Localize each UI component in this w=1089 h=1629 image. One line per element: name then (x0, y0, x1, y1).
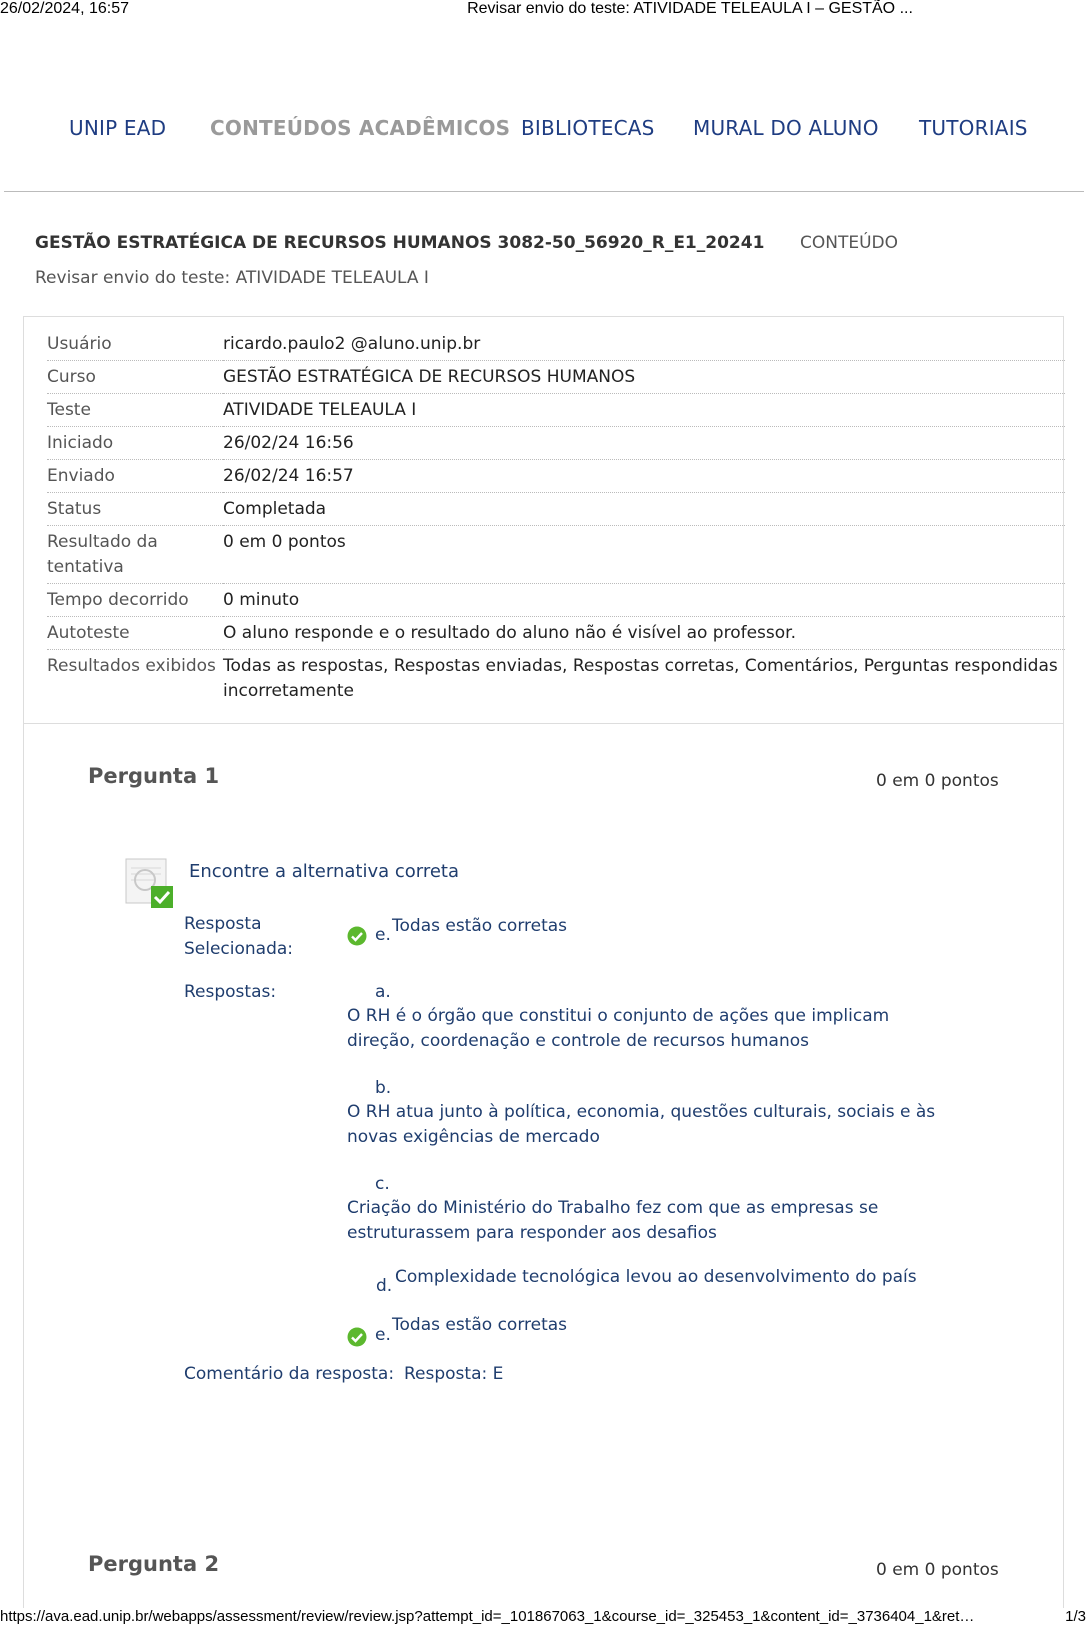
print-url: https://ava.ead.unip.br/webapps/assessment/review/review.jsp?attempt_id=_101867063_1&course_id=_325453_1&content_id=_3736404_1&ret… (0, 1608, 975, 1625)
conteudo-link[interactable]: CONTEÚDO (800, 233, 899, 253)
details-label: Enviado (47, 460, 223, 493)
page-subtitle: Revisar envio do teste: ATIVIDADE TELEAULA I (35, 268, 429, 288)
selected-answer-label: Resposta Selecionada: (184, 914, 294, 959)
details-label: Autoteste (47, 617, 223, 650)
selected-answer-letter: e. (375, 925, 391, 945)
question-1-points: 0 em 0 pontos (876, 771, 999, 791)
details-value: O aluno responde e o resultado do aluno não é visível ao professor. (223, 617, 1065, 650)
answer-e-letter: e. (375, 1325, 391, 1345)
answers-label: Respostas: (184, 982, 277, 1002)
attempt-details-table (47, 328, 1065, 707)
details-row (47, 526, 1065, 584)
details-row (47, 493, 1065, 526)
course-title: GESTÃO ESTRATÉGICA DE RECURSOS HUMANOS 3082-50_56920_R_E1_20241 (35, 233, 765, 253)
answer-comment-value: Resposta: E (404, 1364, 504, 1384)
details-label: Iniciado (47, 427, 223, 460)
details-value: ricardo.paulo2 @aluno.unip.br (223, 328, 1065, 361)
nav-mural-do-aluno[interactable]: MURAL DO ALUNO (693, 116, 879, 140)
answer-c-text: Criação do Ministério do Trabalho fez com que as empresas se estruturassem para responder aos desafios (347, 1198, 879, 1243)
nav-conteudos-academicos[interactable]: CONTEÚDOS ACADÊMICOS (210, 116, 511, 140)
details-row (47, 427, 1065, 460)
details-label: Curso (47, 361, 223, 394)
answer-d-text: Complexidade tecnológica levou ao desenvolvimento do país (395, 1267, 917, 1287)
top-navigation (0, 116, 1089, 146)
details-value: Todas as respostas, Respostas enviadas, Respostas corretas, Comentários, Perguntas respondidas incorretamente (223, 656, 1058, 701)
question-2-title: Pergunta 2 (88, 1552, 220, 1576)
correct-check-icon (347, 1327, 367, 1347)
details-label: Usuário (47, 328, 223, 361)
question-1-text: Encontre a alternativa correta (189, 861, 460, 882)
print-page-title: Revisar envio do teste: ATIVIDADE TELEAULA I – GESTÃO ... (467, 0, 913, 17)
details-label: Status (47, 493, 223, 526)
details-label: Teste (47, 394, 223, 427)
details-value: 26/02/24 16:56 (223, 427, 1065, 460)
answer-c-letter: c. (375, 1174, 390, 1194)
details-value: Completada (223, 493, 1065, 526)
details-label: Resultados exibidos (47, 656, 216, 676)
answer-a-letter: a. (375, 982, 391, 1002)
answer-b-letter: b. (375, 1078, 392, 1098)
answer-b-text: O RH atua junto à política, economia, questões culturais, sociais e às novas exigências de mercado (347, 1102, 936, 1147)
question-2-points: 0 em 0 pontos (876, 1560, 999, 1580)
print-page-number: 1/3 (1065, 1608, 1086, 1625)
selected-answer-text: Todas estão corretas (392, 916, 568, 936)
answer-d-letter: d. (376, 1276, 393, 1296)
attempt-details-panel (23, 316, 1064, 724)
details-row (47, 394, 1065, 427)
question-check-icon (125, 858, 175, 908)
print-footer (0, 1608, 1089, 1629)
details-value: ATIVIDADE TELEAULA I (223, 394, 1065, 427)
details-row (47, 460, 1065, 493)
details-value: 26/02/24 16:57 (223, 460, 1065, 493)
details-label: Tempo decorrido (47, 584, 223, 617)
details-value: 0 em 0 pontos (223, 526, 1065, 584)
details-row (47, 617, 1065, 650)
nav-tutoriais[interactable]: TUTORIAIS (919, 116, 1028, 140)
answer-a-text: O RH é o órgão que constitui o conjunto de ações que implicam direção, coordenação e controle de recursos humanos (347, 1006, 890, 1051)
details-row (47, 584, 1065, 617)
print-header (0, 0, 1089, 24)
answer-e-text: Todas estão corretas (392, 1315, 568, 1335)
question-1-title: Pergunta 1 (88, 764, 220, 788)
details-label: Resultado da tentativa (47, 526, 223, 584)
details-row (47, 361, 1065, 394)
details-value: 0 minuto (223, 584, 1065, 617)
details-value: GESTÃO ESTRATÉGICA DE RECURSOS HUMANOS (223, 361, 1065, 394)
answer-comment-label: Comentário da resposta: (184, 1364, 395, 1384)
questions-panel (23, 724, 1064, 1608)
nav-bibliotecas[interactable]: BIBLIOTECAS (521, 116, 655, 140)
details-row (47, 328, 1065, 361)
nav-divider (4, 191, 1084, 192)
details-row (47, 650, 1065, 708)
correct-check-icon (347, 926, 367, 946)
print-date: 26/02/2024, 16:57 (0, 0, 130, 17)
nav-unip-ead[interactable]: UNIP EAD (69, 116, 167, 140)
